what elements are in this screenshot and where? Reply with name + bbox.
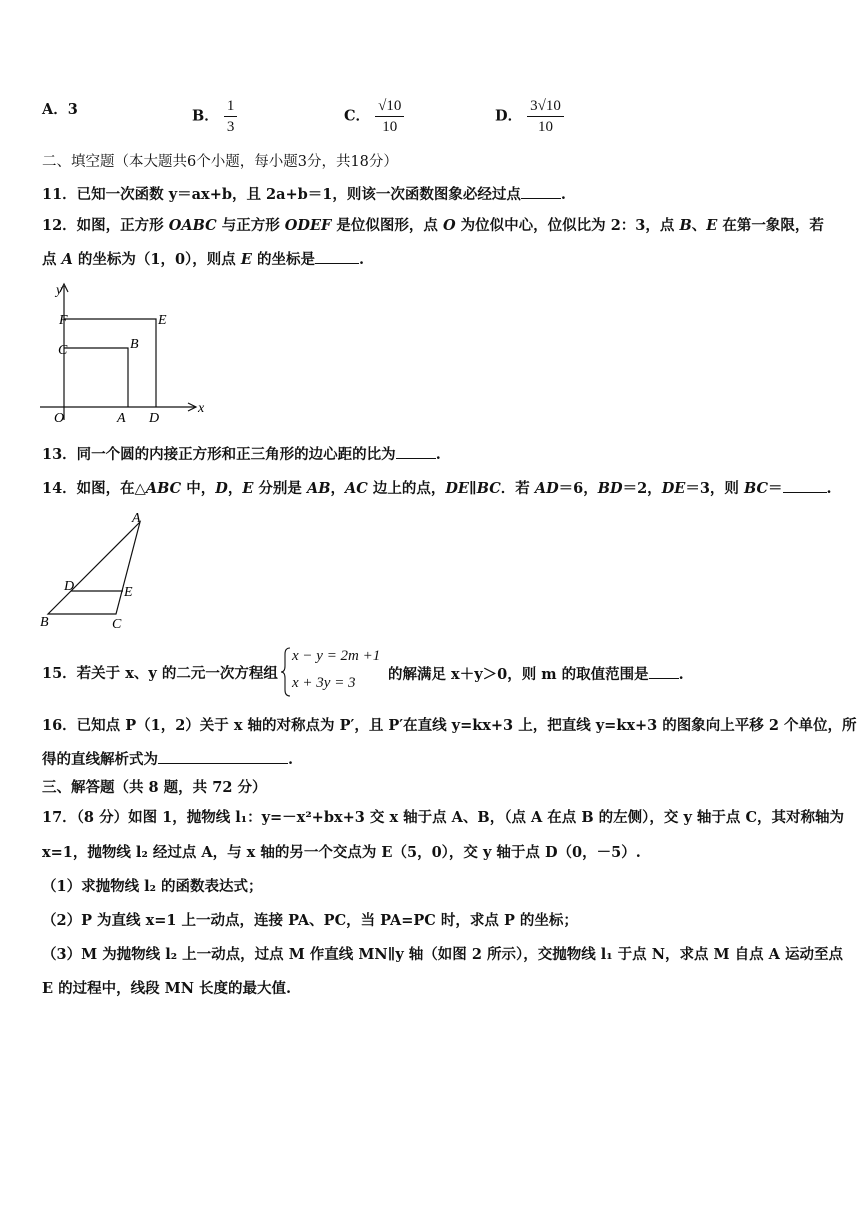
answer-blank — [649, 664, 679, 679]
text: 点 — [42, 251, 62, 268]
question-17-line-2: x=1，抛物线 l₂ 经过点 A，与 x 轴的另一个交点为 E（5，0），交 y 轴于点 D（0，－5）. — [42, 844, 641, 861]
var: AB — [306, 480, 331, 497]
numerator: 1 — [224, 96, 238, 117]
text: 分别是 — [253, 480, 307, 497]
answer-blank — [783, 478, 827, 493]
denominator: 10 — [538, 119, 553, 135]
question-15-suffix: 的解满足 x＋y＞0，则 m 的取值范围是 . — [388, 666, 684, 683]
text: ．若 — [500, 480, 535, 497]
var: BC — [743, 480, 769, 497]
text: 12．如图，正方形 — [42, 217, 169, 234]
question-15-prefix: 15．若关于 x、y 的二元一次方程组 — [42, 665, 278, 682]
var: E — [706, 217, 718, 234]
label-f: F — [59, 313, 68, 328]
label-c: C — [112, 617, 122, 632]
question-text: 13．同一个圆的内接正方形和正三角形的边心距的比为 — [42, 446, 396, 463]
option-letter: D． — [495, 107, 523, 125]
label-b: B — [40, 615, 49, 630]
text: 的坐标是 — [251, 251, 315, 268]
var: DE — [445, 480, 469, 497]
question-17-part-3-line-1: （3）M 为抛物线 l₂ 上一动点，过点 M 作直线 MN∥y 轴（如图 2 所示），交抛物线 l₁ 于点 N，求点 M 自点 A 运动至点 — [42, 946, 843, 963]
option-c — [344, 96, 404, 137]
option-value: 3 — [67, 101, 78, 118]
question-14: 14．如图，在△ABC 中，D，E 分别是 AB，AC 边上的点，DE∥BC．若 AD＝6，BD＝2，DE＝3，则 BC＝ . — [42, 480, 832, 497]
answer-blank — [158, 749, 288, 764]
question-13: 13．同一个圆的内接正方形和正三角形的边心距的比为 . — [42, 446, 441, 463]
var: AC — [345, 480, 368, 497]
denominator: 3 — [226, 119, 235, 135]
fraction — [527, 96, 564, 137]
equation-2: x + 3y = 3 — [292, 675, 356, 691]
option-b — [192, 96, 237, 137]
question-12-line-2: 点 A 的坐标为（1，0），则点 E 的坐标是 . — [42, 251, 365, 268]
fraction — [375, 96, 404, 137]
option-a — [42, 98, 78, 119]
question-text: 得的直线解析式为 — [42, 751, 158, 768]
question-11: 11．已知一次函数 y＝ax+b，且 2a+b＝1，则该一次函数图象必经过点 . — [42, 186, 566, 203]
square-odef — [64, 319, 156, 407]
text: ＝ — [768, 480, 783, 497]
figure-12-squares — [36, 280, 216, 430]
answer-blank — [396, 444, 436, 459]
var: BC — [476, 480, 501, 497]
question-16-line-1: 16．已知点 P（1，2）关于 x 轴的对称点为 P′，且 P′在直线 y=kx+3 上，把直线 y=kx+3 的图象向上平移 2 个单位，所 — [42, 717, 857, 734]
label-b: B — [130, 337, 139, 352]
question-17-line-1: 17．（8 分）如图 1，抛物线 l₁：y=－x²+bx+3 交 x 轴于点 A、B，（点 A 在点 B 的左侧），交 y 轴于点 C，其对称轴为 — [42, 809, 844, 826]
option-d — [495, 96, 564, 137]
label-y: y — [56, 283, 63, 298]
fraction — [224, 96, 238, 137]
system-brace — [280, 646, 292, 698]
equation-1: x − y = 2m +1 — [292, 648, 381, 664]
question-16-line-2: 得的直线解析式为 . — [42, 751, 294, 768]
figure-14-triangle — [36, 508, 156, 632]
text: ， — [330, 480, 345, 497]
text: ＝3，则 — [685, 480, 744, 497]
text: 、 — [691, 217, 707, 234]
var: ODEF — [284, 217, 332, 234]
answer-blank — [315, 249, 359, 264]
option-letter: A． — [42, 101, 68, 118]
var: BD — [597, 480, 623, 497]
var: D — [215, 480, 228, 497]
label-a: A — [132, 511, 141, 526]
var: ABC — [145, 480, 182, 497]
text: ∥ — [469, 480, 477, 497]
var: DE — [661, 480, 686, 497]
var: E — [242, 480, 254, 497]
label-e: E — [158, 313, 167, 328]
var: OABC — [168, 217, 217, 234]
question-17-part-2: （2）P 为直线 x=1 上一动点，连接 PA、PC，当 PA=PC 时，求点 P 的坐标； — [42, 912, 578, 929]
var: O — [442, 217, 456, 234]
label-c: C — [58, 343, 68, 358]
text: 的坐标为（1，0），则点 — [72, 251, 241, 268]
text: 中， — [181, 480, 216, 497]
question-text: 的解满足 x＋y＞0，则 m 的取值范围是 — [388, 666, 649, 683]
text: 边上的点， — [367, 480, 446, 497]
option-letter: B． — [192, 107, 219, 125]
text: ＝2， — [622, 480, 662, 497]
label-o: O — [54, 411, 65, 426]
text: 是位似图形，点 — [331, 217, 443, 234]
question-12-line-1 — [42, 216, 824, 236]
question-text: 11．已知一次函数 y＝ax+b，且 2a+b＝1，则该一次函数图象必经过点 — [42, 186, 521, 203]
var: A — [61, 251, 73, 268]
question-17-part-3-line-2: E 的过程中，线段 MN 长度的最大值. — [42, 980, 292, 997]
text: 为位似中心，位似比为 2：3，点 — [455, 217, 680, 234]
var: B — [679, 217, 692, 234]
answer-blank — [521, 184, 561, 199]
text: 14．如图，在△ — [42, 480, 146, 497]
question-17-part-1: （1）求抛物线 l₂ 的函数表达式； — [42, 878, 263, 895]
label-d: D — [64, 579, 75, 594]
text: ＝6， — [558, 480, 598, 497]
var: AD — [534, 480, 559, 497]
square-oabc — [64, 348, 128, 407]
text: ， — [227, 480, 243, 497]
numerator: √10 — [375, 96, 404, 117]
denominator: 10 — [382, 119, 398, 135]
section-heading: 三、解答题（共 8 题，共 72 分） — [42, 779, 267, 796]
text: 与正方形 — [216, 217, 285, 234]
label-d: D — [149, 411, 160, 426]
section-heading: 二、填空题（本大题共6个小题，每小题3分，共18分） — [42, 154, 398, 170]
label-e: E — [124, 585, 133, 600]
var: E — [240, 251, 252, 268]
option-letter: C． — [344, 107, 371, 125]
label-a: A — [117, 411, 126, 426]
triangle-abc — [48, 522, 140, 614]
label-x: x — [198, 401, 205, 416]
numerator: 3√10 — [527, 96, 564, 117]
text: 在第一象限，若 — [717, 217, 824, 234]
